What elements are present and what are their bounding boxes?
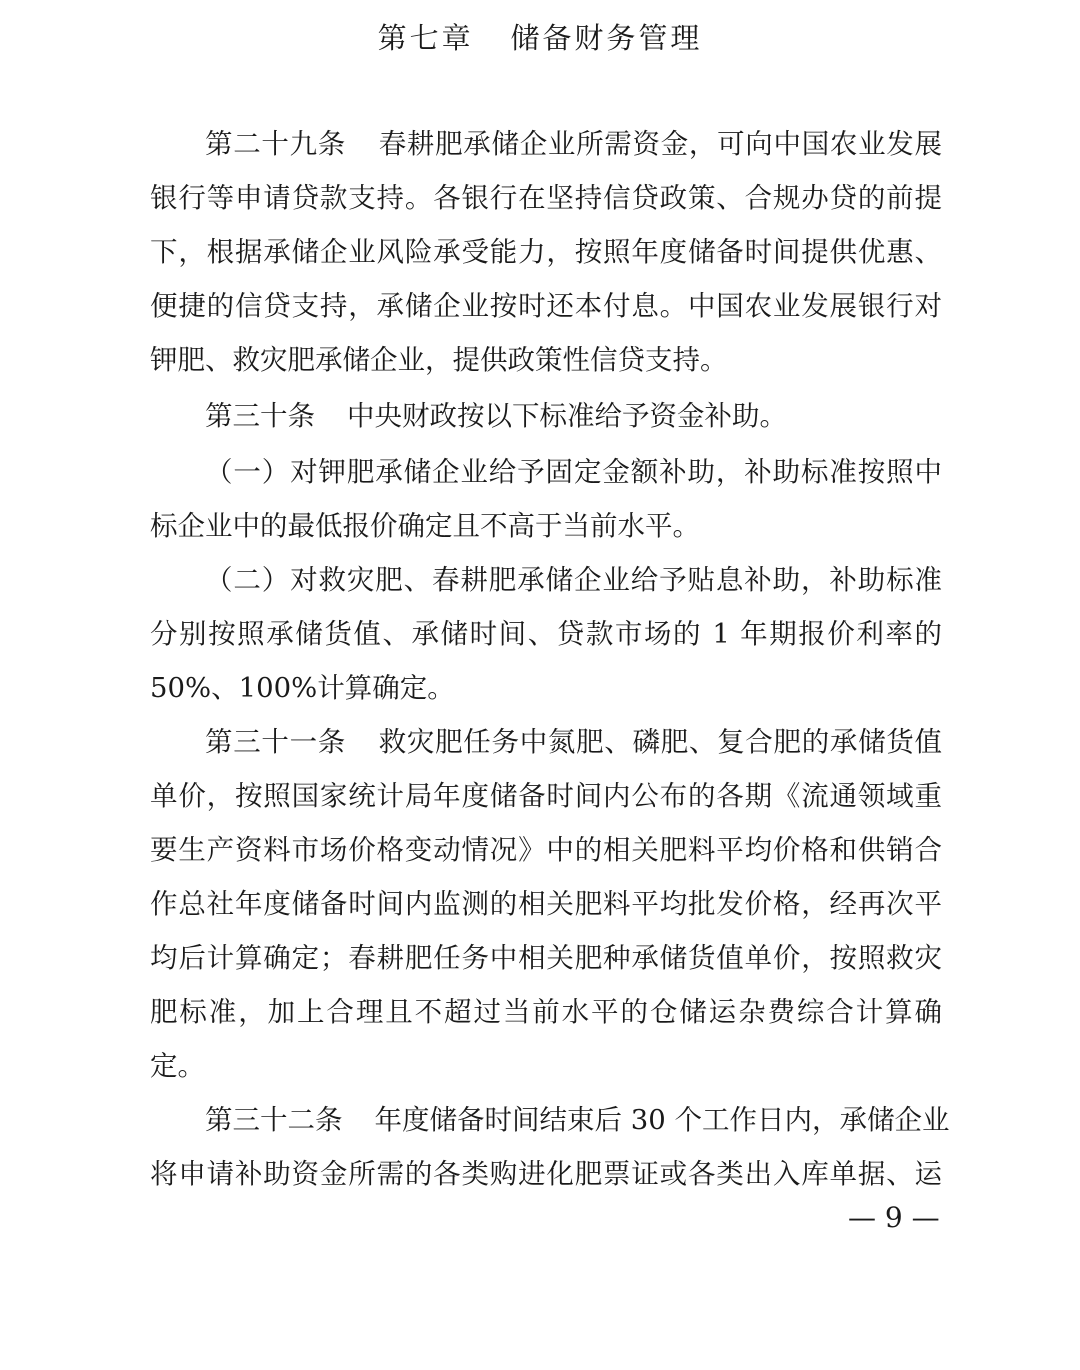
- paragraph-line: 定。: [150, 1050, 205, 1082]
- paragraph-line: 分别按照承储货值、承储时间、贷款市场的 1 年期报价利率的: [150, 618, 942, 650]
- paragraph-text: 救灾肥任务中氮肥、磷肥、复合肥的承储货值: [378, 726, 942, 758]
- paragraph-line: 肥标准，加上合理且不超过当前水平的仓储运杂费综合计算确: [150, 996, 942, 1028]
- chapter-title: 储备财务管理: [510, 21, 703, 55]
- paragraph-line: （二）对救灾肥、春耕肥承储企业给予贴息补助，补助标准: [205, 564, 942, 596]
- paragraph-line: 50%、100%计算确定。: [150, 672, 455, 704]
- paragraph-line: 标企业中的最低报价确定且不高于当前水平。: [150, 510, 700, 542]
- paragraph-text: 春耕肥承储企业所需资金，可向中国农业发展: [378, 128, 942, 160]
- article-number: 第三十条: [205, 400, 315, 432]
- chapter-label: 第七章: [377, 21, 474, 55]
- article-number: 第三十一条: [205, 726, 346, 758]
- paragraph-line: [205, 1100, 950, 1140]
- paragraph-line: 要生产资料市场价格变动情况》中的相关肥料平均价格和供销合: [150, 834, 942, 866]
- paragraph-line: 将申请补助资金所需的各类购进化肥票证或各类出入库单据、运: [150, 1158, 942, 1190]
- paragraph-line: 均后计算确定；春耕肥任务中相关肥种承储货值单价，按照救灾: [150, 942, 942, 974]
- paragraph-line: [205, 396, 942, 436]
- chapter-heading: [0, 14, 1080, 62]
- paragraph-line: 下，根据承储企业风险承受能力，按照年度储备时间提供优惠、: [150, 236, 942, 268]
- article-number: 第三十二条: [205, 1104, 343, 1136]
- page-number: — 9 —: [848, 1201, 940, 1234]
- paragraph-line: [205, 124, 942, 164]
- paragraph-line: 作总社年度储备时间内监测的相关肥料平均批发价格，经再次平: [150, 888, 942, 920]
- paragraph-text: 年度储备时间结束后 30 个工作日内，承储企业: [374, 1104, 950, 1136]
- paragraph-line: [205, 722, 942, 762]
- article-number: 第二十九条: [205, 128, 346, 160]
- paragraph-line: （一）对钾肥承储企业给予固定金额补助，补助标准按照中: [205, 456, 942, 488]
- paragraph-line: 单价，按照国家统计局年度储备时间内公布的各期《流通领域重: [150, 780, 942, 812]
- paragraph-line: 便捷的信贷支持，承储企业按时还本付息。中国农业发展银行对: [150, 290, 942, 322]
- paragraph-line: 银行等申请贷款支持。各银行在坚持信贷政策、合规办贷的前提: [150, 182, 942, 214]
- paragraph-line: 钾肥、救灾肥承储企业，提供政策性信贷支持。: [150, 344, 728, 376]
- paragraph-text: 中央财政按以下标准给予资金补助。: [347, 400, 787, 432]
